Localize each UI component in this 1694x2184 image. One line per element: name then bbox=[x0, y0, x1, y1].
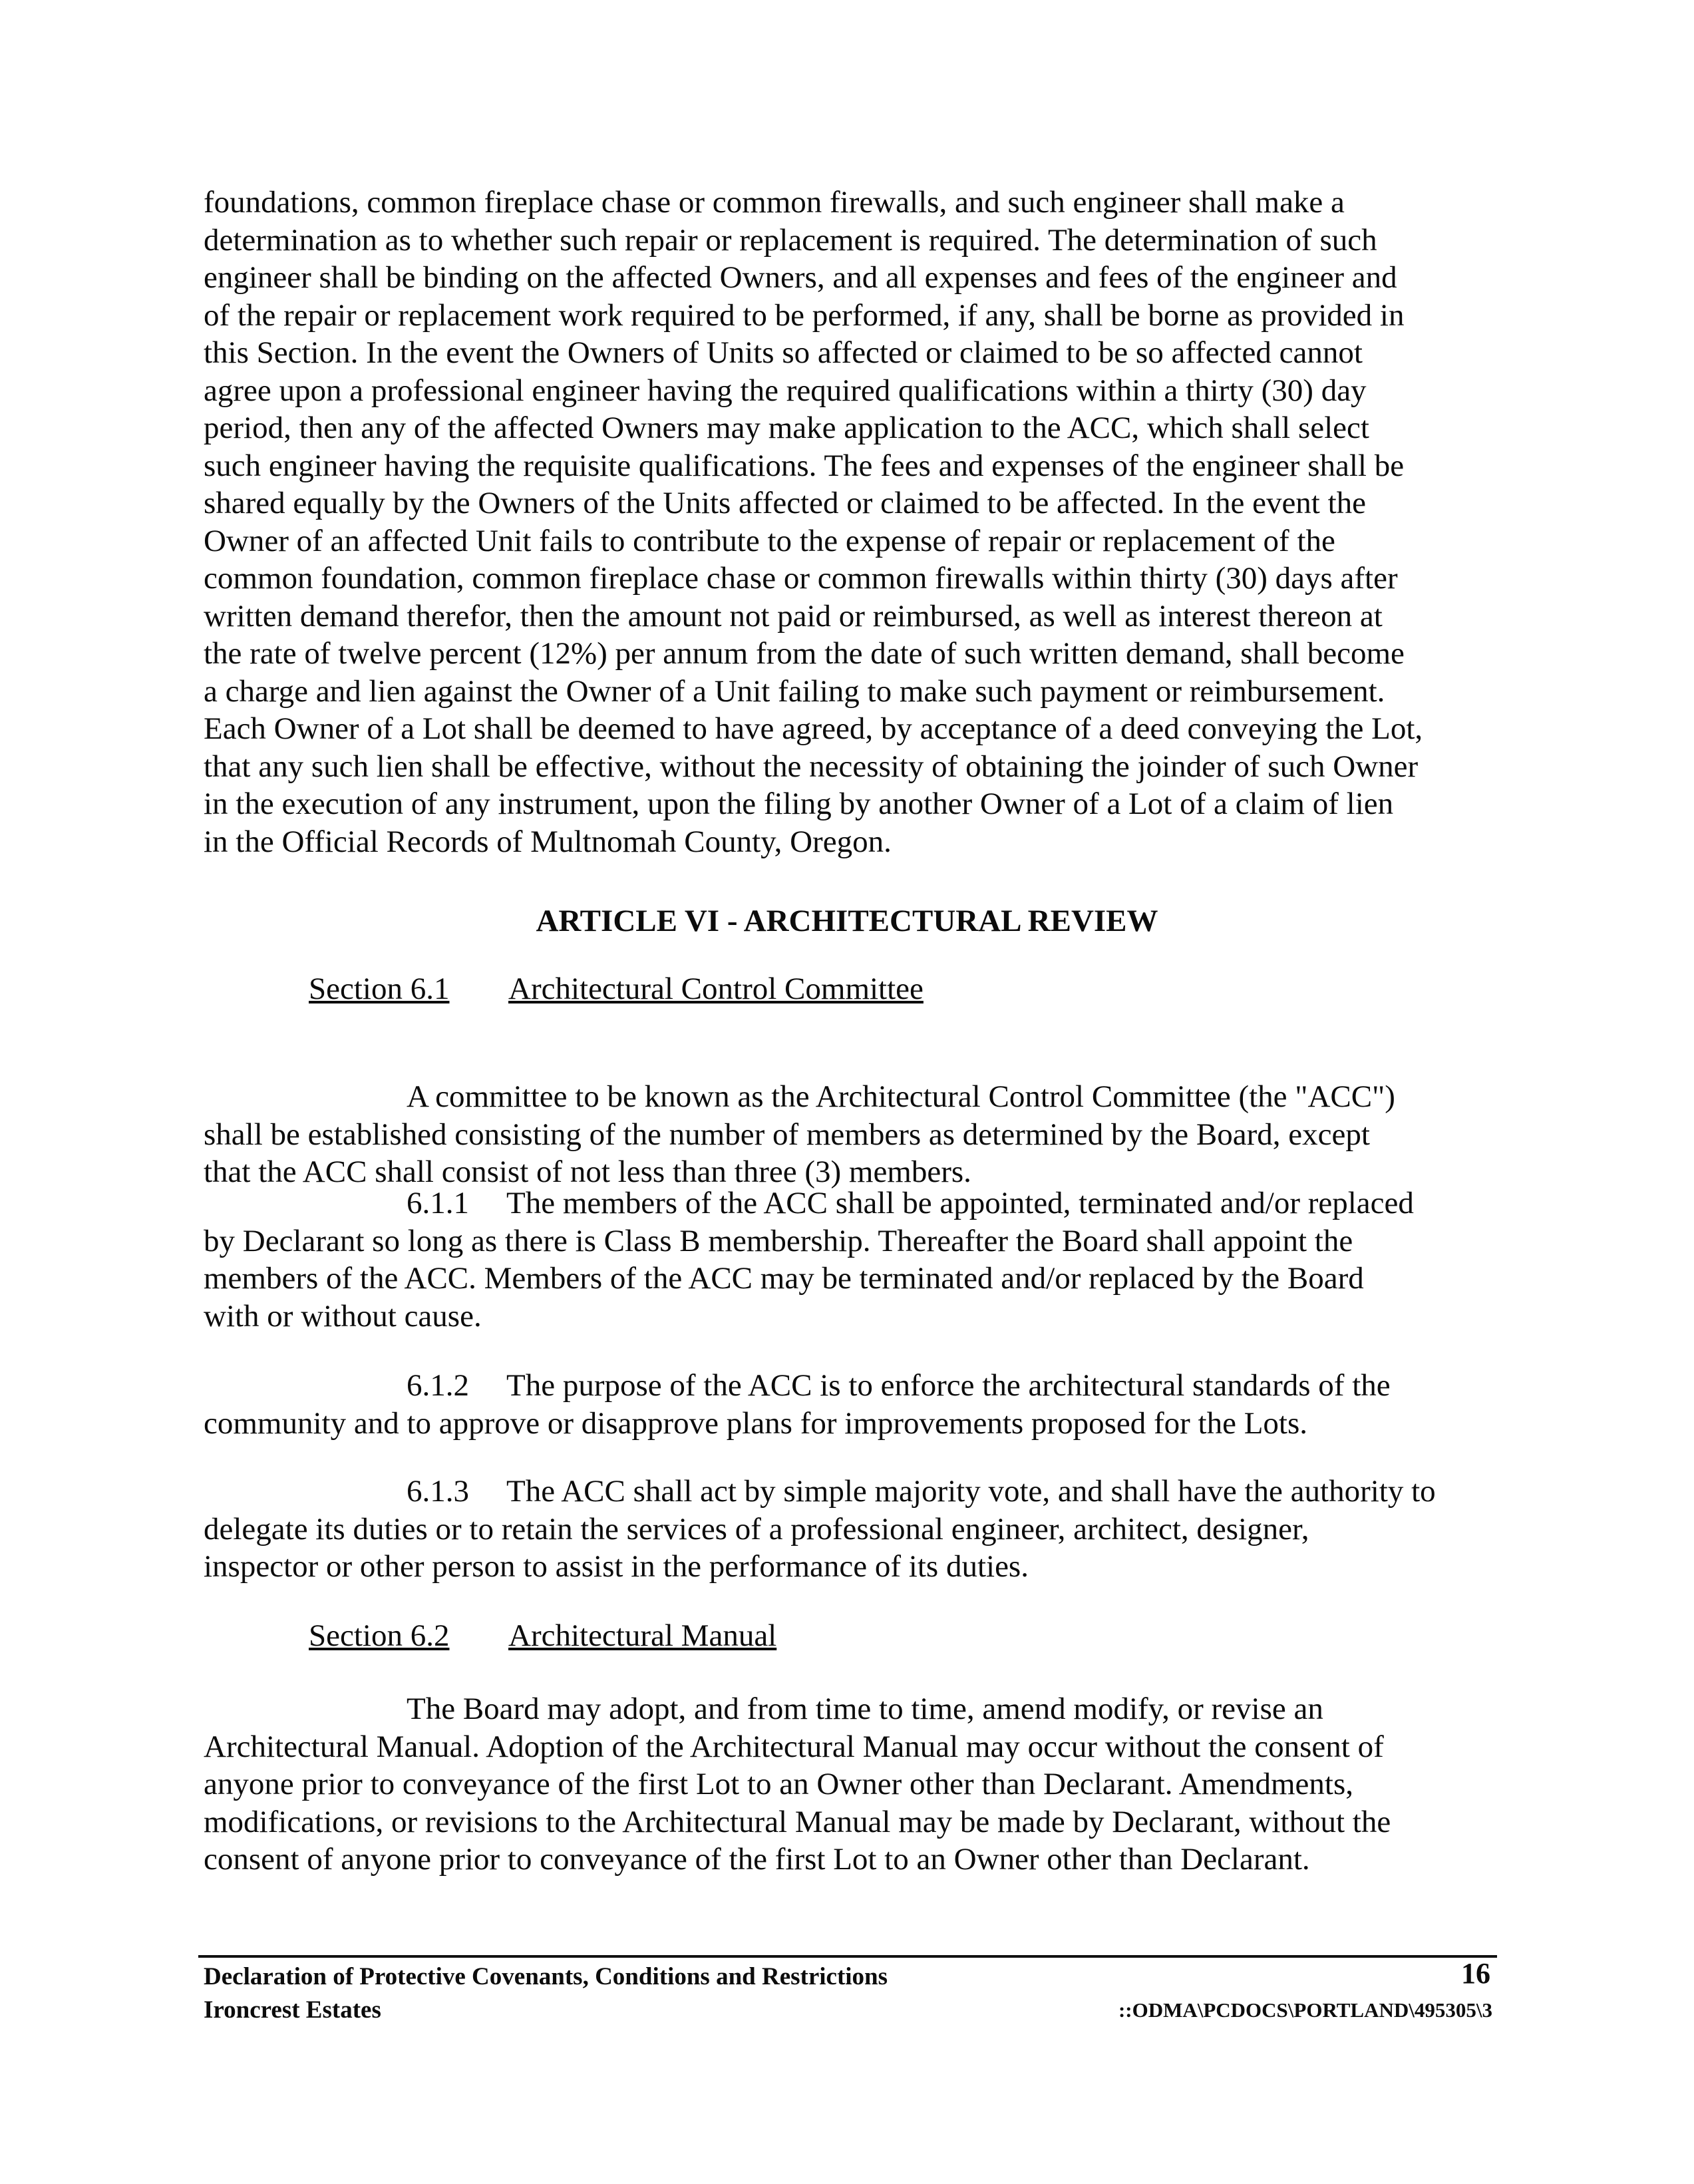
footer-doc-title: Declaration of Protective Covenants, Conditions and Restrictions bbox=[204, 1963, 888, 1990]
section-6-2-body bbox=[204, 1690, 1508, 1879]
text-line: that any such lien shall be effective, without the necessity of obtaining the joinder of such Owner bbox=[204, 749, 1419, 784]
text-line-content: The Board may adopt, and from time to time, amend modify, or revise an bbox=[407, 1692, 1323, 1726]
footer-divider bbox=[198, 1955, 1497, 1958]
text-line-content: The purpose of the ACC is to enforce the architectural standards of the bbox=[506, 1368, 1391, 1403]
text-line: anyone prior to conveyance of the first Lot to an Owner other than Declarant. Amendments, bbox=[204, 1767, 1353, 1801]
section-6-1-body bbox=[204, 1078, 1508, 1191]
text-line-content: The ACC shall act by simple majority vote, and shall have the authority to bbox=[506, 1474, 1436, 1509]
section-6-2-heading bbox=[309, 1617, 776, 1654]
text-line-content: The members of the ACC shall be appointed, terminated and/or replaced bbox=[506, 1186, 1414, 1220]
text-line: with or without cause. bbox=[204, 1298, 482, 1334]
subsection-6-1-3 bbox=[204, 1473, 1508, 1586]
text-line: of the repair or replacement work required to be performed, if any, shall be borne as provided in bbox=[204, 297, 1405, 333]
text-line: engineer shall be binding on the affected Owners, and all expenses and fees of the engineer and bbox=[204, 260, 1397, 295]
text-line: that the ACC shall consist of not less than three (3) members. bbox=[204, 1155, 971, 1189]
subsection-number: 6.1.1 bbox=[407, 1186, 469, 1220]
text-line: members of the ACC. Members of the ACC may be terminated and/or replaced by the Board bbox=[204, 1261, 1364, 1296]
text-line-content: A committee to be known as the Architectural Control Committee (the "ACC") bbox=[407, 1079, 1395, 1114]
subsection-6-1-1 bbox=[204, 1184, 1508, 1335]
text-line: consent of anyone prior to conveyance of the first Lot to an Owner other than Declarant. bbox=[204, 1842, 1310, 1877]
section-number: Section 6.2 bbox=[309, 1618, 450, 1653]
text-line: foundations, common fireplace chase or common firewalls, and such engineer shall make a bbox=[204, 185, 1345, 220]
text-line bbox=[204, 1367, 1508, 1405]
text-line: Owner of an affected Unit fails to contribute to the expense of repair or replacement of the bbox=[204, 523, 1335, 558]
section-6-1-heading bbox=[309, 970, 924, 1007]
subsection-number: 6.1.2 bbox=[407, 1368, 469, 1403]
text-line: modifications, or revisions to the Architectural Manual may be made by Declarant, without the bbox=[204, 1804, 1391, 1839]
footer-project-name: Ironcrest Estates bbox=[204, 1996, 381, 2024]
top-paragraph bbox=[204, 184, 1508, 860]
text-line: inspector or other person to assist in the performance of its duties. bbox=[204, 1549, 1029, 1584]
text-line: delegate its duties or to retain the services of a professional engineer, architect, designer, bbox=[204, 1511, 1309, 1547]
text-line: Each Owner of a Lot shall be deemed to have agreed, by acceptance of a deed conveying the Lot, bbox=[204, 711, 1423, 746]
text-line bbox=[204, 1078, 1508, 1116]
text-line: Architectural Manual. Adoption of the Architectural Manual may occur without the consent of bbox=[204, 1729, 1384, 1764]
text-line bbox=[204, 1473, 1508, 1511]
text-line: shall be established consisting of the number of members as determined by the Board, except bbox=[204, 1117, 1370, 1152]
section-title: Architectural Manual bbox=[508, 1618, 777, 1653]
text-line: this Section. In the event the Owners of Units so affected or claimed to be so affected cannot bbox=[204, 335, 1363, 370]
section-number: Section 6.1 bbox=[309, 972, 450, 1006]
footer-document-path: ::ODMA\PCDOCS\PORTLAND\495305\3 bbox=[1118, 1998, 1492, 2022]
text-line bbox=[204, 1690, 1508, 1728]
text-line: determination as to whether such repair or replacement is required. The determination of such bbox=[204, 222, 1377, 258]
text-line: agree upon a professional engineer having the required qualifications within a thirty (30) day bbox=[204, 373, 1367, 408]
text-line: common foundation, common fireplace chase or common firewalls within thirty (30) days after bbox=[204, 561, 1398, 596]
text-line: the rate of twelve percent (12%) per annum from the date of such written demand, shall become bbox=[204, 636, 1405, 671]
text-line bbox=[204, 1184, 1508, 1222]
text-line: period, then any of the affected Owners may make application to the ACC, which shall select bbox=[204, 411, 1369, 445]
subsection-number: 6.1.3 bbox=[407, 1474, 469, 1509]
text-line: community and to approve or disapprove plans for improvements proposed for the Lots. bbox=[204, 1405, 1307, 1441]
text-line: written demand therefor, then the amount not paid or reimbursed, as well as interest thereon at bbox=[204, 598, 1383, 634]
subsection-6-1-2 bbox=[204, 1367, 1508, 1442]
footer-left bbox=[204, 1960, 888, 2027]
text-line: in the Official Records of Multnomah County, Oregon. bbox=[204, 824, 892, 859]
text-line: by Declarant so long as there is Class B membership. Thereafter the Board shall appoint the bbox=[204, 1223, 1353, 1258]
text-line: in the execution of any instrument, upon the filing by another Owner of a Lot of a claim of lien bbox=[204, 787, 1394, 821]
text-line: shared equally by the Owners of the Units affected or claimed to be affected. In the event the bbox=[204, 486, 1367, 520]
text-line: a charge and lien against the Owner of a Unit failing to make such payment or reimbursement. bbox=[204, 673, 1385, 709]
page-number: 16 bbox=[1461, 1957, 1490, 1990]
section-title: Architectural Control Committee bbox=[508, 972, 924, 1006]
text-line: such engineer having the requisite qualifications. The fees and expenses of the engineer shall be bbox=[204, 448, 1405, 483]
article-heading: ARTICLE VI - ARCHITECTURAL REVIEW bbox=[536, 904, 1158, 938]
